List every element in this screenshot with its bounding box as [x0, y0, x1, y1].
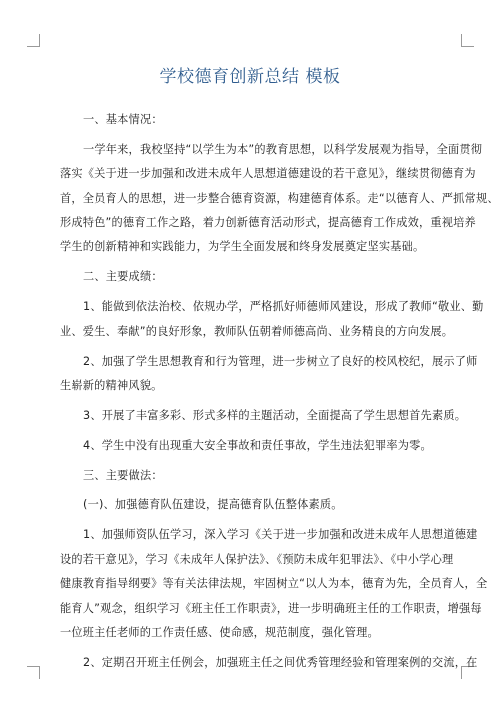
text-line: 生崭新的精神风貌。	[60, 378, 163, 392]
text-line: 形成特色”的德育工作之路，着力创新德育活动形式，提高德育工作成效，重视培养	[60, 216, 476, 230]
text-line: 一位班主任老师的工作责任感、使命感，规范制度，强化管理。	[60, 625, 379, 639]
text-line: 2、加强了学生思想教育和行为管理，进一步树立了良好的校风校纪，展示了师	[83, 354, 478, 368]
text-line: 一学年来，我校坚持“以学生为本”的教育思想，以科学发展观为指导，全面贯彻	[83, 142, 483, 156]
text-line: 3、开展了丰富多彩、形式多样的主题活动，全面提高了学生思想首先素质。	[83, 408, 467, 422]
text-line: 落实《关于进一步加强和改进未成年人思想道德建设的若干意见》，继续贯彻德育为	[60, 167, 476, 181]
crop-mark-top-right	[461, 34, 474, 47]
text-line: 二、主要成绩：	[83, 270, 163, 284]
text-line: 设的若干意见》，学习《未成年人保护法》、《预防未成年犯罪法》、《中小学心理	[60, 552, 454, 566]
crop-mark-bottom-left	[27, 666, 40, 679]
text-line: 业、爱生、奉献”的良好形象，教师队伍朝着师德高尚、业务精良的方向发展。	[60, 324, 454, 338]
document-title: 学校德育创新总结 模板	[159, 67, 341, 87]
text-line: 1、能做到依法治校、依规办学，严格抓好师德师风建设，形成了教师“敬业、勤	[83, 300, 484, 314]
text-line: (一)、加强德育队伍建设，提高德育队伍整体素质。	[83, 498, 343, 512]
text-line: 三、主要做法：	[83, 468, 163, 482]
text-line: 能育人”观念，组织学习《班主任工作职责》，进一步明确班主任的工作职责，增强每	[60, 601, 482, 615]
document-body	[60, 108, 499, 675]
text-line: 2、定期召开班主任例会，加强班主任之间优秀管理经验和管理案例的交流，在	[83, 655, 478, 669]
text-line: 一、基本情况：	[83, 113, 163, 126]
text-line: 学生的创新精神和实践能力，为学生全面发展和终身发展奠定坚实基础。	[60, 240, 425, 254]
text-line: 首，全员育人的思想，进一步整合德育资源，构建德育体系。走“以德育人、严抓常规、	[60, 191, 499, 205]
text-line: 1、加强师资队伍学习，深入学习《关于进一步加强和改进未成年人思想道德建	[83, 528, 478, 542]
text-line: 4、学生中没有出现重大安全事故和责任事故，学生违法犯罪率为零。	[83, 438, 432, 452]
text-line: 健康教育指导纲要》等有关法律法规，牢固树立“以人为本，德育为先，全员育人，全	[60, 577, 488, 591]
crop-mark-top-left	[27, 34, 40, 47]
